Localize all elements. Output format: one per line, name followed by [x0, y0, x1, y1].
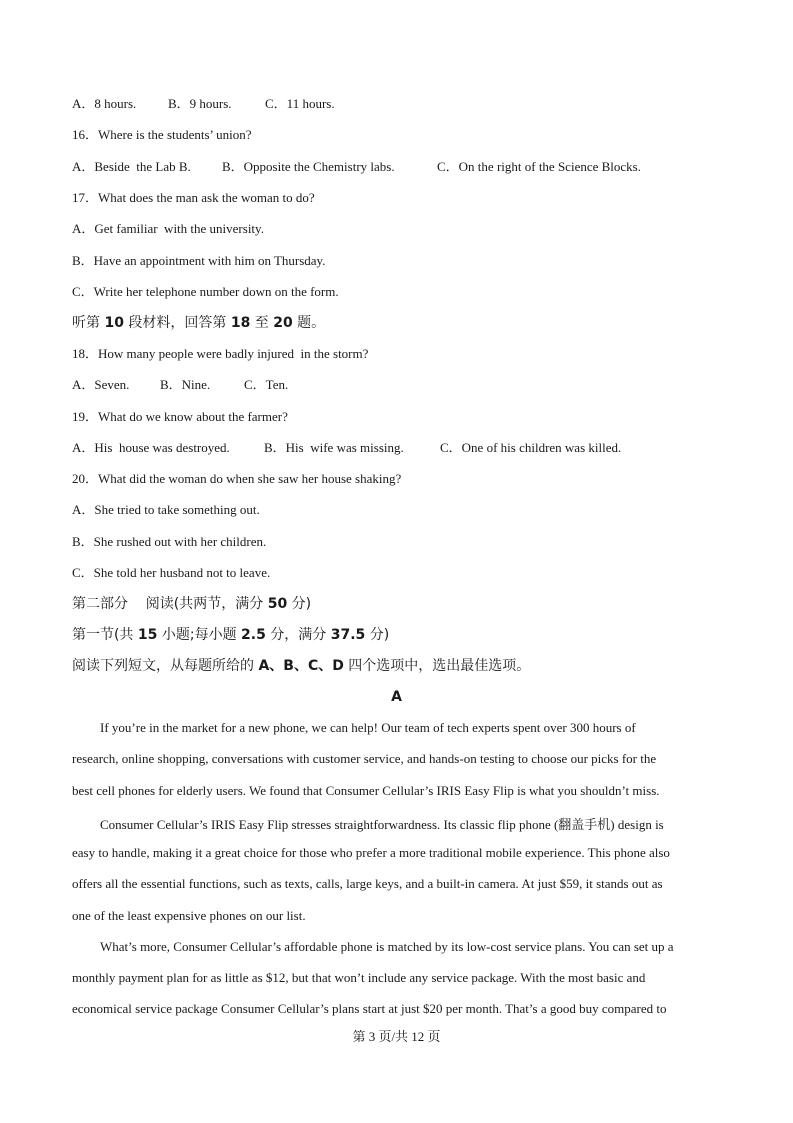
reading-instruction: 阅读下列短文，从每题所给的 A、B、C、D 四个选项中，选出最佳选项。: [72, 658, 531, 674]
q19-options-row: [72, 439, 722, 457]
q20-question: 20．What did the woman do when she saw her house shaking?: [72, 471, 402, 486]
passage-line: Consumer Cellular’s IRIS Easy Flip stresses straightforwardness. Its classic flip phone (翻盖手机) design is: [100, 817, 664, 832]
q17-option-a: A．Get familiar with the university.: [72, 221, 264, 236]
q20-option-a: A．She tried to take something out.: [72, 502, 260, 517]
q18-question: 18．How many people were badly injured in the storm?: [72, 346, 369, 361]
q16-options-row: [72, 158, 722, 176]
q15-option-c: C．11 hours.: [265, 96, 335, 111]
passage-line: research, online shopping, conversations with customer service, and hands-on testing to choose our picks for the: [72, 751, 657, 766]
q20-option-c: C．She told her husband not to leave.: [72, 565, 271, 580]
q19-question: 19．What do we know about the farmer?: [72, 409, 288, 424]
q18-option-b: B．Nine.: [160, 377, 211, 392]
q15-option-a: A．8 hours.: [72, 96, 137, 111]
q17-question: 17．What does the man ask the woman to do?: [72, 190, 315, 205]
q18-option-c: C．Ten.: [244, 377, 289, 392]
passage-line: one of the least expensive phones on our list.: [72, 908, 306, 923]
q18-option-a: A．Seven.: [72, 377, 130, 392]
q19-option-b: B．His wife was missing.: [264, 440, 404, 455]
q16-option-b: B．Opposite the Chemistry labs.: [222, 159, 395, 174]
q20-option-b: B．She rushed out with her children.: [72, 534, 267, 549]
passage-line: What’s more, Consumer Cellular’s affordable phone is matched by its low-cost service plans. You can set up a: [100, 939, 674, 954]
passage-line: offers all the essential functions, such as texts, calls, large keys, and a built-in camera. At just $59, it stands out as: [72, 876, 663, 891]
q15-option-b: B．9 hours.: [168, 96, 232, 111]
q18-options-row: [72, 376, 722, 394]
q15-options-row: [72, 95, 722, 113]
passage-line: easy to handle, making it a great choice for those who prefer a more traditional mobile experience. This phone also: [72, 845, 670, 860]
q19-option-c: C．One of his children was killed.: [440, 440, 622, 455]
q16-question: 16．Where is the students’ union?: [72, 127, 252, 142]
q17-option-c: C．Write her telephone number down on the form.: [72, 284, 339, 299]
q17-option-b: B．Have an appointment with him on Thursday.: [72, 253, 326, 268]
page-footer: 第 3 页/共 12 页: [352, 1029, 441, 1044]
q16-option-a: A．Beside the Lab B.: [72, 159, 191, 174]
passage-letter: A: [391, 689, 402, 705]
section-10-heading: 听第 10 段材料，回答第 18 至 20 题。: [72, 315, 326, 331]
passage-line: economical service package Consumer Cellular’s plans start at just $20 per month. That’s a good buy compared to: [72, 1001, 667, 1016]
passage-line: best cell phones for elderly users. We found that Consumer Cellular’s IRIS Easy Flip is what you shouldn’t miss.: [72, 783, 660, 798]
section-1-heading: 第一节(共 15 小题;每小题 2.5 分，满分 37.5 分): [72, 627, 390, 643]
passage-line: monthly payment plan for as little as $12, but that won’t include any service package. With the most basic and: [72, 970, 646, 985]
q16-option-c: C．On the right of the Science Blocks.: [437, 159, 641, 174]
passage-line: If you’re in the market for a new phone, we can help! Our team of tech experts spent over 300 hours of: [100, 720, 636, 735]
part-2-heading: 第二部分 阅读(共两节，满分 50 分): [72, 596, 312, 612]
q19-option-a: A．His house was destroyed.: [72, 440, 230, 455]
